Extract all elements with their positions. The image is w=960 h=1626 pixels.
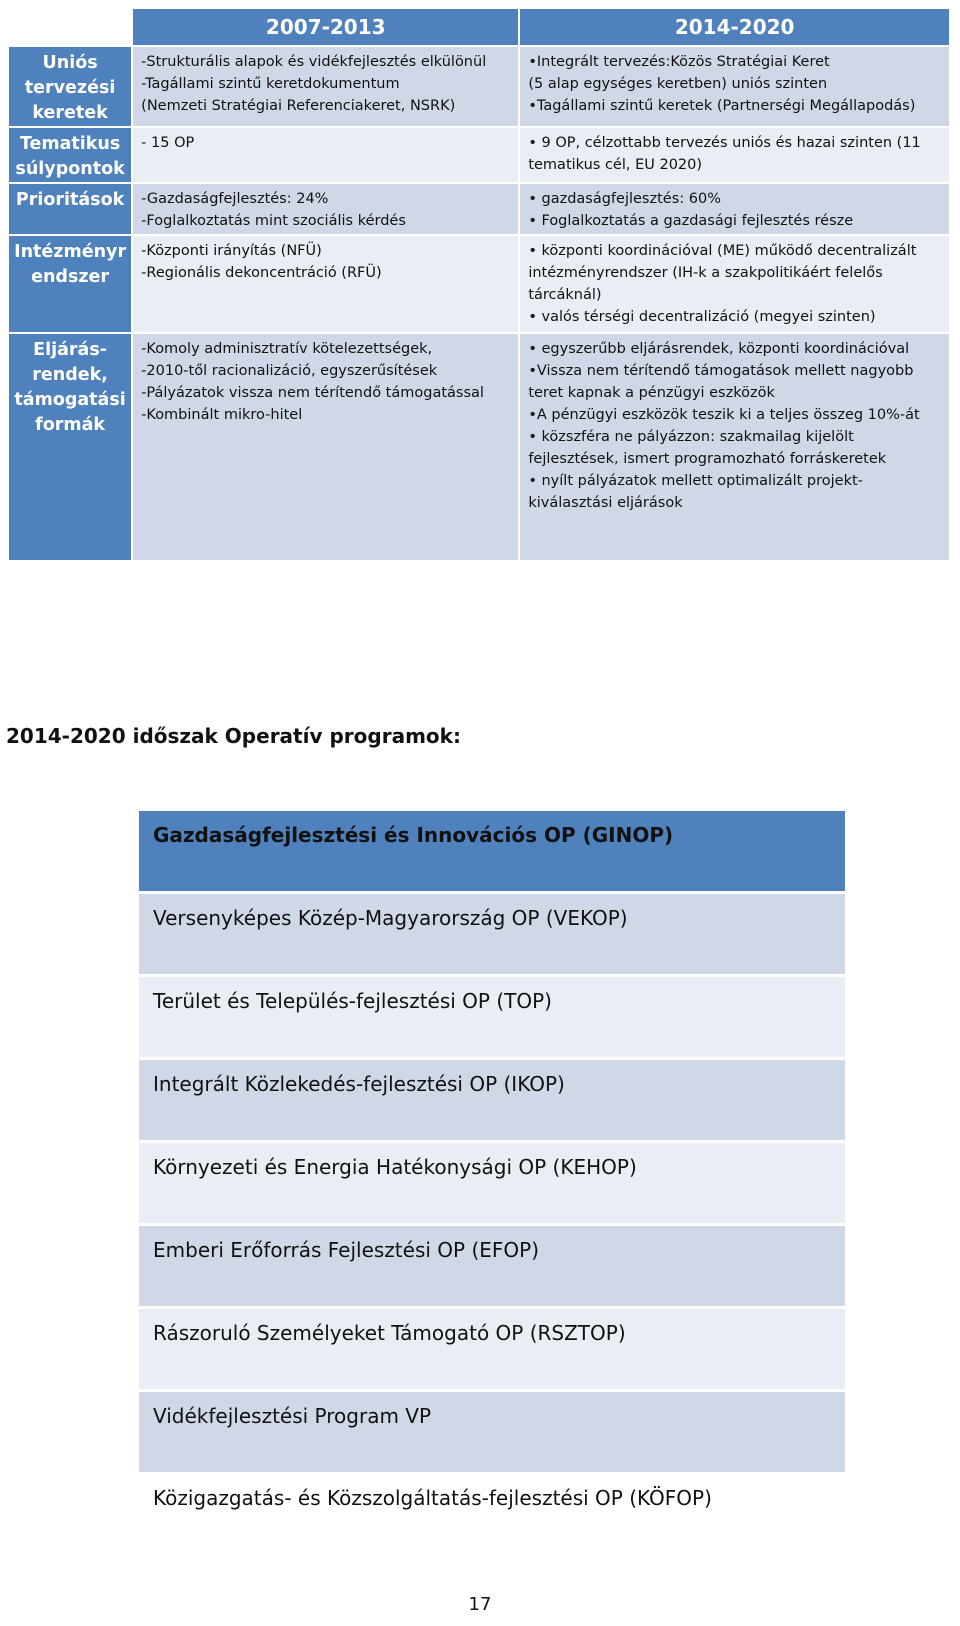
row-label: Intézményr endszer (9, 236, 131, 332)
list-item: Környezeti és Energia Hatékonysági OP (KEHOP) (139, 1143, 845, 1223)
row-label: Uniós tervezési keretek (9, 47, 131, 126)
list-item: Gazdaságfejlesztési és Innovációs OP (GINOP) (139, 811, 845, 891)
page-number: 17 (468, 1594, 492, 1615)
section-heading: 2014-2020 időszak Operatív programok: (6, 724, 461, 748)
header-period-2007-2013: 2007-2013 (133, 9, 518, 45)
table-corner-cell (9, 9, 131, 45)
table-row (9, 236, 949, 332)
row-label: Tematikus súlypontok (9, 128, 131, 182)
cell-2014-2020: •Integrált tervezés:Közös Stratégiai Keret (5 alap egységes keretben) uniós szinten •Tagállami szintű keretek (Partnerségi Megállapodás) (520, 47, 949, 126)
list-item: Közigazgatás- és Közszolgáltatás-fejlesztési OP (KÖFOP) (139, 1475, 845, 1535)
header-period-2014-2020: 2014-2020 (520, 9, 949, 45)
cell-2007-2013: -Gazdaságfejlesztés: 24% -Foglalkoztatás mint szociális kérdés (133, 184, 518, 234)
table-row (9, 128, 949, 182)
cell-2007-2013: - 15 OP (133, 128, 518, 182)
cell-2014-2020: • 9 OP, célzottabb tervezés uniós és hazai szinten (11 tematikus cél, EU 2020) (520, 128, 949, 182)
cell-2014-2020: • egyszerűbb eljárásrendek, központi koordinációval •Vissza nem térítendő támogatások mellett nagyobb teret kapnak a pénzügyi eszközök •A pénzügyi eszközök teszik ki a teljes összeg 10%-át • közszféra ne pályázzon: szakmailag kijelölt fejlesztések, ismert programozható forráskeretek • nyílt pályázatok mellett optimalizált projekt-kiválasztási eljárások (520, 334, 949, 560)
row-label: Prioritások (9, 184, 131, 234)
cell-2014-2020: • gazdaságfejlesztés: 60% • Foglalkoztatás a gazdasági fejlesztés része (520, 184, 949, 234)
table-row (9, 184, 949, 234)
cell-2007-2013: -Központi irányítás (NFÜ) -Regionális dekoncentráció (RFÜ) (133, 236, 518, 332)
row-label: Eljárás-rendek, támogatási formák (9, 334, 131, 560)
list-item: Versenyképes Közép-Magyarország OP (VEKOP) (139, 894, 845, 974)
list-item: Terület és Település-fejlesztési OP (TOP) (139, 977, 845, 1057)
cell-2007-2013: -Komoly adminisztratív kötelezettségek, -2010-től racionalizáció, egyszerűsítések -Pályázatok vissza nem térítendő támogatással -Kombinált mikro-hitel (133, 334, 518, 560)
list-item: Emberi Erőforrás Fejlesztési OP (EFOP) (139, 1226, 845, 1306)
table-header-row (9, 9, 949, 45)
table-row (9, 334, 949, 560)
list-item: Vidékfejlesztési Program VP (139, 1392, 845, 1472)
comparison-table (7, 7, 951, 562)
operative-programs-list (139, 811, 845, 1538)
list-item: Rászoruló Személyeket Támogató OP (RSZTOP) (139, 1309, 845, 1389)
cell-2014-2020: • központi koordinációval (ME) működő decentralizált intézményrendszer (IH-k a szakpolitikáért felelős tárcáknál) • valós térségi decentralizáció (megyei szinten) (520, 236, 949, 332)
cell-2007-2013: -Strukturális alapok és vidékfejlesztés elkülönül -Tagállami szintű keretdokumentum (Nemzeti Stratégiai Referenciakeret, NSRK) (133, 47, 518, 126)
list-item: Integrált Közlekedés-fejlesztési OP (IKOP) (139, 1060, 845, 1140)
table-row (9, 47, 949, 126)
